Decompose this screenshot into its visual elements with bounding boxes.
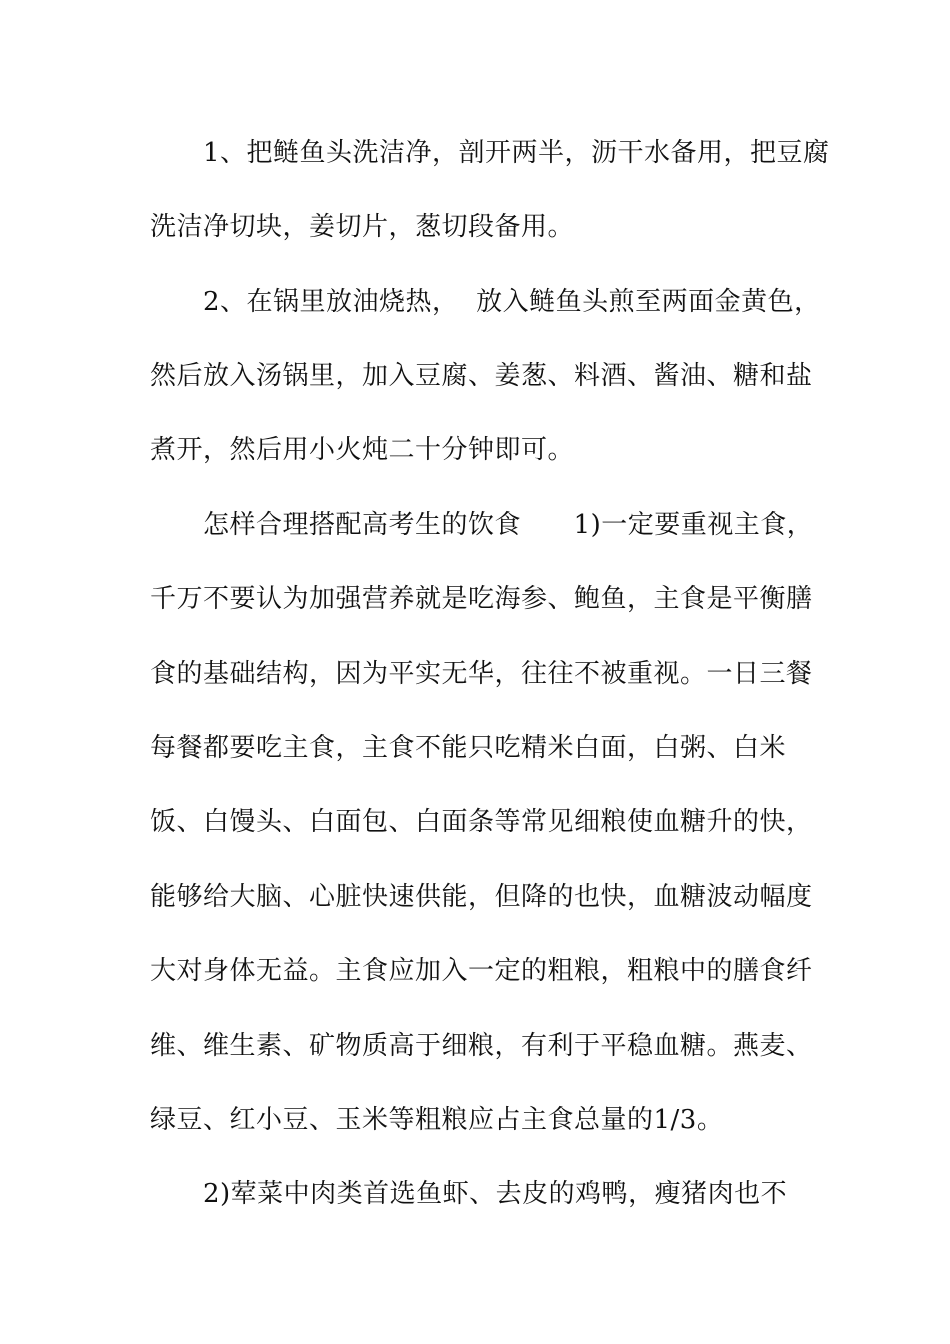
text-line: 维、维生素、矿物质高于细粮，有利于平稳血糖。燕麦、	[150, 1031, 813, 1061]
text-line: 能够给大脑、心脏快速供能，但降的也快，血糖波动幅度	[150, 882, 813, 912]
text-line: 洗洁净切块，姜切片，葱切段备用。	[150, 212, 575, 242]
text-line: 1、把鲢鱼头洗洁净，剖开两半，沥干水备用，把豆腐	[203, 138, 830, 168]
text-line: 绿豆、红小豆、玉米等粗粮应占主食总量的1/3。	[150, 1105, 724, 1135]
text-line: 怎样合理搭配高考生的饮食 1)一定要重视主食，	[203, 510, 814, 540]
text-line: 每餐都要吃主食，主食不能只吃精米白面，白粥、白米	[150, 733, 787, 763]
text-line: 2、在锅里放油烧热， 放入鲢鱼头煎至两面金黄色，	[203, 287, 821, 317]
text-line: 煮开，然后用小火炖二十分钟即可。	[150, 435, 575, 465]
text-line: 2)荤菜中肉类首选鱼虾、去皮的鸡鸭，瘦猪肉也不	[203, 1179, 788, 1209]
text-line: 大对身体无益。主食应加入一定的粗粮，粗粮中的膳食纤	[150, 956, 813, 986]
text-line: 千万不要认为加强营养就是吃海参、鲍鱼，主食是平衡膳	[150, 584, 813, 614]
text-line: 食的基础结构，因为平实无华，往往不被重视。一日三餐	[150, 659, 813, 689]
text-line: 饭、白馒头、白面包、白面条等常见细粮使血糖升的快，	[150, 807, 813, 837]
text-line: 然后放入汤锅里，加入豆腐、姜葱、料酒、酱油、糖和盐	[150, 361, 813, 391]
